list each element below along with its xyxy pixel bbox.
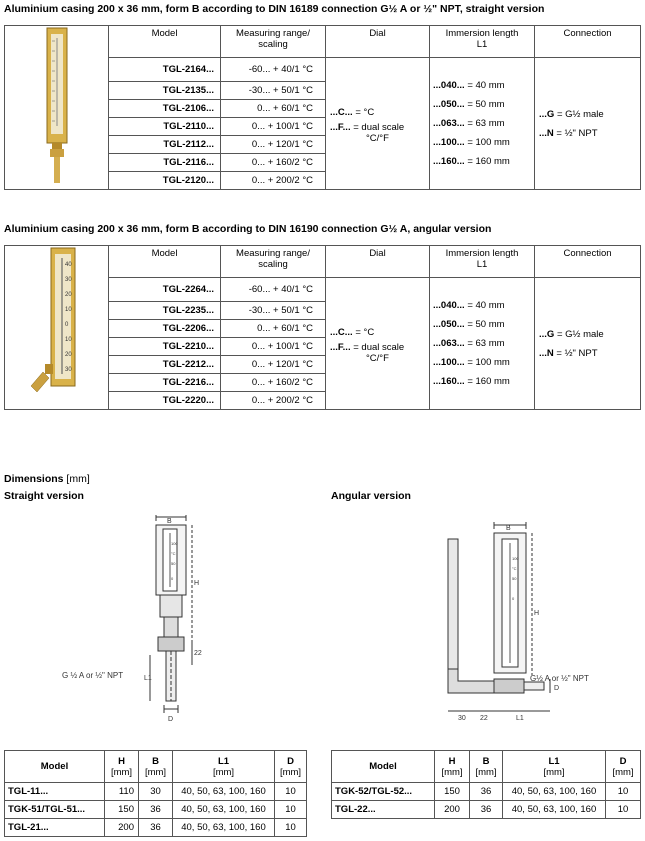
model-cell: TGK-51/TGL-51... [5,801,105,819]
col-range-header: Measuring range/ scaling [221,26,326,58]
spec-table-angular [4,245,641,410]
straight-version-drawing [60,515,220,727]
col-range-header: Measuring range/ scaling [221,246,326,278]
dimensions-heading: Dimensions [mm] [4,473,90,485]
d-cell: 10 [275,819,307,837]
section2-title: Aluminium casing 200 x 36 mm, form B according to DIN 16190 connection G½ A, angular version [4,223,492,235]
table-row [5,783,307,801]
l1-cell: 40, 50, 63, 100, 160 [503,783,606,801]
col-d-header: D [mm] [275,751,307,783]
scale-mark: 0 [512,596,515,601]
b-cell: 30 [139,783,173,801]
col-b-header: B [mm] [470,751,503,783]
col-model-header: Model [109,26,221,58]
col-model-header: Model [332,751,435,783]
scale-mark: 100 [512,556,519,561]
model-cell: TGL-2106... [109,100,221,118]
col-b-header: B [mm] [139,751,173,783]
dimension-table-angular [331,750,641,819]
col-immersion-header: Immersion length L1 [430,26,535,58]
model-cell: TGL-22... [332,801,435,819]
l1-cell: 40, 50, 63, 100, 160 [173,819,275,837]
svg-text:10: 10 [64,337,72,343]
model-cell: TGL-2112... [109,136,221,154]
dim-22-label: 22 [194,650,202,657]
b-cell: 36 [139,801,173,819]
col-connection-header: Connection [535,26,641,58]
dimension-table-straight [4,750,307,837]
immersion-cell: ...040... = 40 mm ...050... = 50 mm ...063... = 63 mm ...100... = 100 mm ...160... = 160 mm [430,278,535,410]
scale-mark: 100 [171,541,178,546]
range-cell: 0... + 200/2 °C [221,172,326,190]
b-cell: 36 [139,819,173,837]
b-cell: 36 [470,801,503,819]
range-cell: 0... + 160/2 °C [221,154,326,172]
scale-mark: °C [512,566,517,571]
col-connection-header: Connection [535,246,641,278]
spec-table-straight [4,25,641,190]
range-cell: 0... + 60/1 °C [221,320,326,338]
col-d-header: D [mm] [606,751,641,783]
dim-30-label: 30 [458,715,466,722]
svg-text:0: 0 [64,322,68,328]
section1-title: Aluminium casing 200 x 36 mm, form B according to DIN 16189 connection G½ A or ½" NPT, straight version [4,3,545,15]
col-dial-header: Dial [326,246,430,278]
b-cell: 36 [470,783,503,801]
scale-mark: 0 [171,576,174,581]
thermometer-angular-photo [5,246,109,410]
range-cell: -60... + 40/1 °C [221,58,326,82]
range-cell: 0... + 200/2 °C [221,392,326,410]
immersion-cell: ...040... = 40 mm ...050... = 50 mm ...063... = 63 mm ...100... = 100 mm ...160... = 160 mm [430,58,535,190]
model-cell: TGL-2264... [109,278,221,302]
scale-mark: °C [171,551,176,556]
connection-cell: ...G = G½ male ...N = ½" NPT [535,58,641,190]
d-cell: 10 [606,801,641,819]
model-cell: TGL-2135... [109,82,221,100]
col-model-header: Model [5,751,105,783]
dim-b-label: B [506,525,511,532]
dim-b-label: B [167,518,172,525]
table-row [5,801,307,819]
h-cell: 200 [435,801,470,819]
dim-h-label: H [194,580,200,587]
model-cell: TGL-2235... [109,302,221,320]
svg-text:20: 20 [64,292,72,298]
h-cell: 150 [435,783,470,801]
svg-text:20: 20 [64,352,72,358]
dim-d-label: D [168,716,174,723]
model-cell: TGL-2116... [109,154,221,172]
table-row [5,819,307,837]
l1-cell: 40, 50, 63, 100, 160 [503,801,606,819]
d-cell: 10 [275,801,307,819]
range-cell: 0... + 120/1 °C [221,356,326,374]
col-h-header: H [mm] [435,751,470,783]
dial-cell: ...C... = °C ...F... = dual scale °C/°F [326,278,430,410]
model-cell: TGK-52/TGL-52... [332,783,435,801]
range-cell: -30... + 50/1 °C [221,302,326,320]
range-cell: 0... + 60/1 °C [221,100,326,118]
col-dial-header: Dial [326,26,430,58]
range-cell: 0... + 160/2 °C [221,374,326,392]
model-cell: TGL-2212... [109,356,221,374]
svg-text:30: 30 [64,277,72,283]
col-model-header: Model [109,246,221,278]
model-cell: TGL-2220... [109,392,221,410]
l1-cell: 40, 50, 63, 100, 160 [173,801,275,819]
col-immersion-header: Immersion length L1 [430,246,535,278]
table-row [332,783,641,801]
range-cell: -60... + 40/1 °C [221,278,326,302]
thread-label-straight: G ½ A or ½" NPT [62,671,124,680]
dim-l1-label: L1 [144,675,152,682]
l1-cell: 40, 50, 63, 100, 160 [173,783,275,801]
dim-l1-label: L1 [516,715,524,722]
dim-h-label: H [534,610,540,617]
range-cell: 0... + 120/1 °C [221,136,326,154]
model-cell: TGL-2206... [109,320,221,338]
model-cell: TGL-2216... [109,374,221,392]
range-cell: 0... + 100/1 °C [221,338,326,356]
dial-cell: ...C... = °C ...F... = dual scale °C/°F [326,58,430,190]
h-cell: 200 [105,819,139,837]
model-cell: TGL-2110... [109,118,221,136]
angular-version-label: Angular version [331,490,411,502]
range-cell: 0... + 100/1 °C [221,118,326,136]
table-row [332,801,641,819]
model-cell: TGL-21... [5,819,105,837]
svg-text:10: 10 [64,307,72,313]
range-cell: -30... + 50/1 °C [221,82,326,100]
angular-version-drawing [430,515,590,727]
thermometer-straight-photo [5,26,109,190]
thread-label-angular: G½ A or ½" NPT [530,674,589,683]
model-cell: TGL-2164... [109,58,221,82]
h-cell: 110 [105,783,139,801]
connection-cell: ...G = G½ male ...N = ½" NPT [535,278,641,410]
scale-mark: 50 [512,576,517,581]
d-cell: 10 [275,783,307,801]
h-cell: 150 [105,801,139,819]
col-l1-header: L1 [mm] [173,751,275,783]
svg-text:30: 30 [64,367,72,373]
model-cell: TGL-2210... [109,338,221,356]
scale-mark: 50 [171,561,176,566]
straight-version-label: Straight version [4,490,84,502]
d-cell: 10 [606,783,641,801]
dim-22-label: 22 [480,715,488,722]
dim-d-label: D [554,685,560,692]
col-l1-header: L1 [mm] [503,751,606,783]
model-cell: TGL-2120... [109,172,221,190]
model-cell: TGL-11... [5,783,105,801]
svg-text:40: 40 [64,262,72,268]
col-h-header: H [mm] [105,751,139,783]
